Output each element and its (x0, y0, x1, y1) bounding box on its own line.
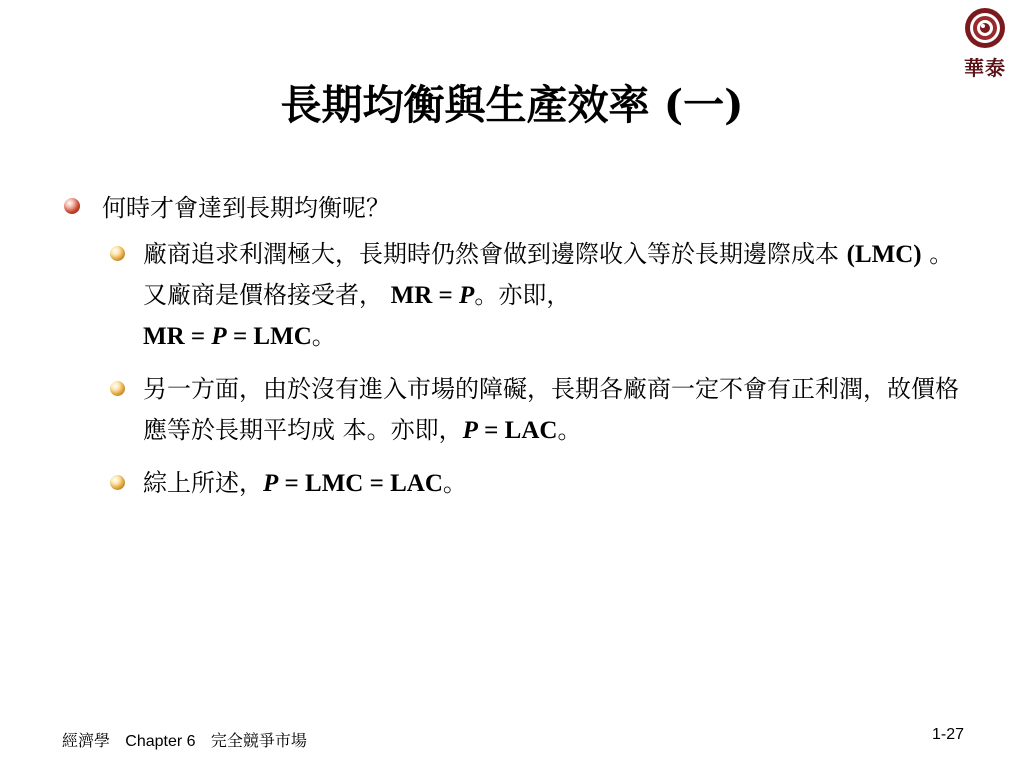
page-title: 長期均衡與生產效率 (一) (280, 81, 744, 129)
footer-course-info (62, 728, 307, 751)
text-run: 。 (442, 469, 467, 497)
sub-bullet-dot-icon (110, 246, 125, 261)
lmc-abbrev: (LMC) (846, 241, 922, 268)
footer-chapter: Chapter 6 (125, 733, 196, 750)
sub-bullet-1 (110, 234, 972, 357)
math-eq: = (184, 323, 212, 350)
sub-bullet-1-text (143, 234, 972, 357)
page-number: 1-27 (931, 726, 964, 743)
text-run: 。 (311, 322, 336, 350)
publisher-logo (954, 6, 1016, 82)
text-run: 另一方面，由於沒有進入市場的障礙，長期各廠商一定不會有正利潤，故價格應等於長期平均成 本。亦即， (143, 375, 959, 444)
text-run: 。 (557, 416, 582, 444)
bullet-main-text: 何時才會達到長期均衡呢？ (102, 194, 390, 222)
math-p: P (462, 417, 478, 444)
math-p: P (263, 470, 279, 497)
math-mr: MR (390, 282, 433, 309)
math-lac: = LAC (477, 417, 558, 444)
text-run: 綜上所述， (143, 469, 263, 497)
math-lmc: = LMC (226, 323, 312, 350)
slide-content (62, 186, 972, 516)
logo-text: 華泰 (964, 56, 1006, 80)
bullet-main (62, 186, 972, 230)
math-mr: MR (143, 323, 185, 350)
math-p: P (459, 282, 475, 309)
sub-bullet-2 (110, 369, 972, 451)
footer-course: 經濟學 (62, 731, 111, 750)
spiral-ring-icon (963, 6, 1007, 50)
bullet-dot-icon (64, 198, 80, 214)
math-eq: = (432, 282, 460, 309)
sub-bullet-2-text (143, 369, 972, 451)
footer-chapter-title: 完全競爭市場 (210, 731, 307, 750)
math-lmc-lac: = LMC = LAC (278, 470, 443, 497)
sub-bullet-dot-icon (110, 381, 125, 396)
sub-bullet-dot-icon (110, 475, 125, 490)
text-run: 。又廠商是價格接受者， (143, 240, 954, 309)
sub-bullet-3 (110, 463, 972, 504)
text-run: 廠商追求利潤極大，長期時仍然會做到邊際收入等於長期邊際成本 (143, 240, 847, 268)
text-run: 。亦即， (474, 281, 571, 309)
math-p: P (211, 323, 227, 350)
sub-bullet-3-text (143, 463, 972, 504)
